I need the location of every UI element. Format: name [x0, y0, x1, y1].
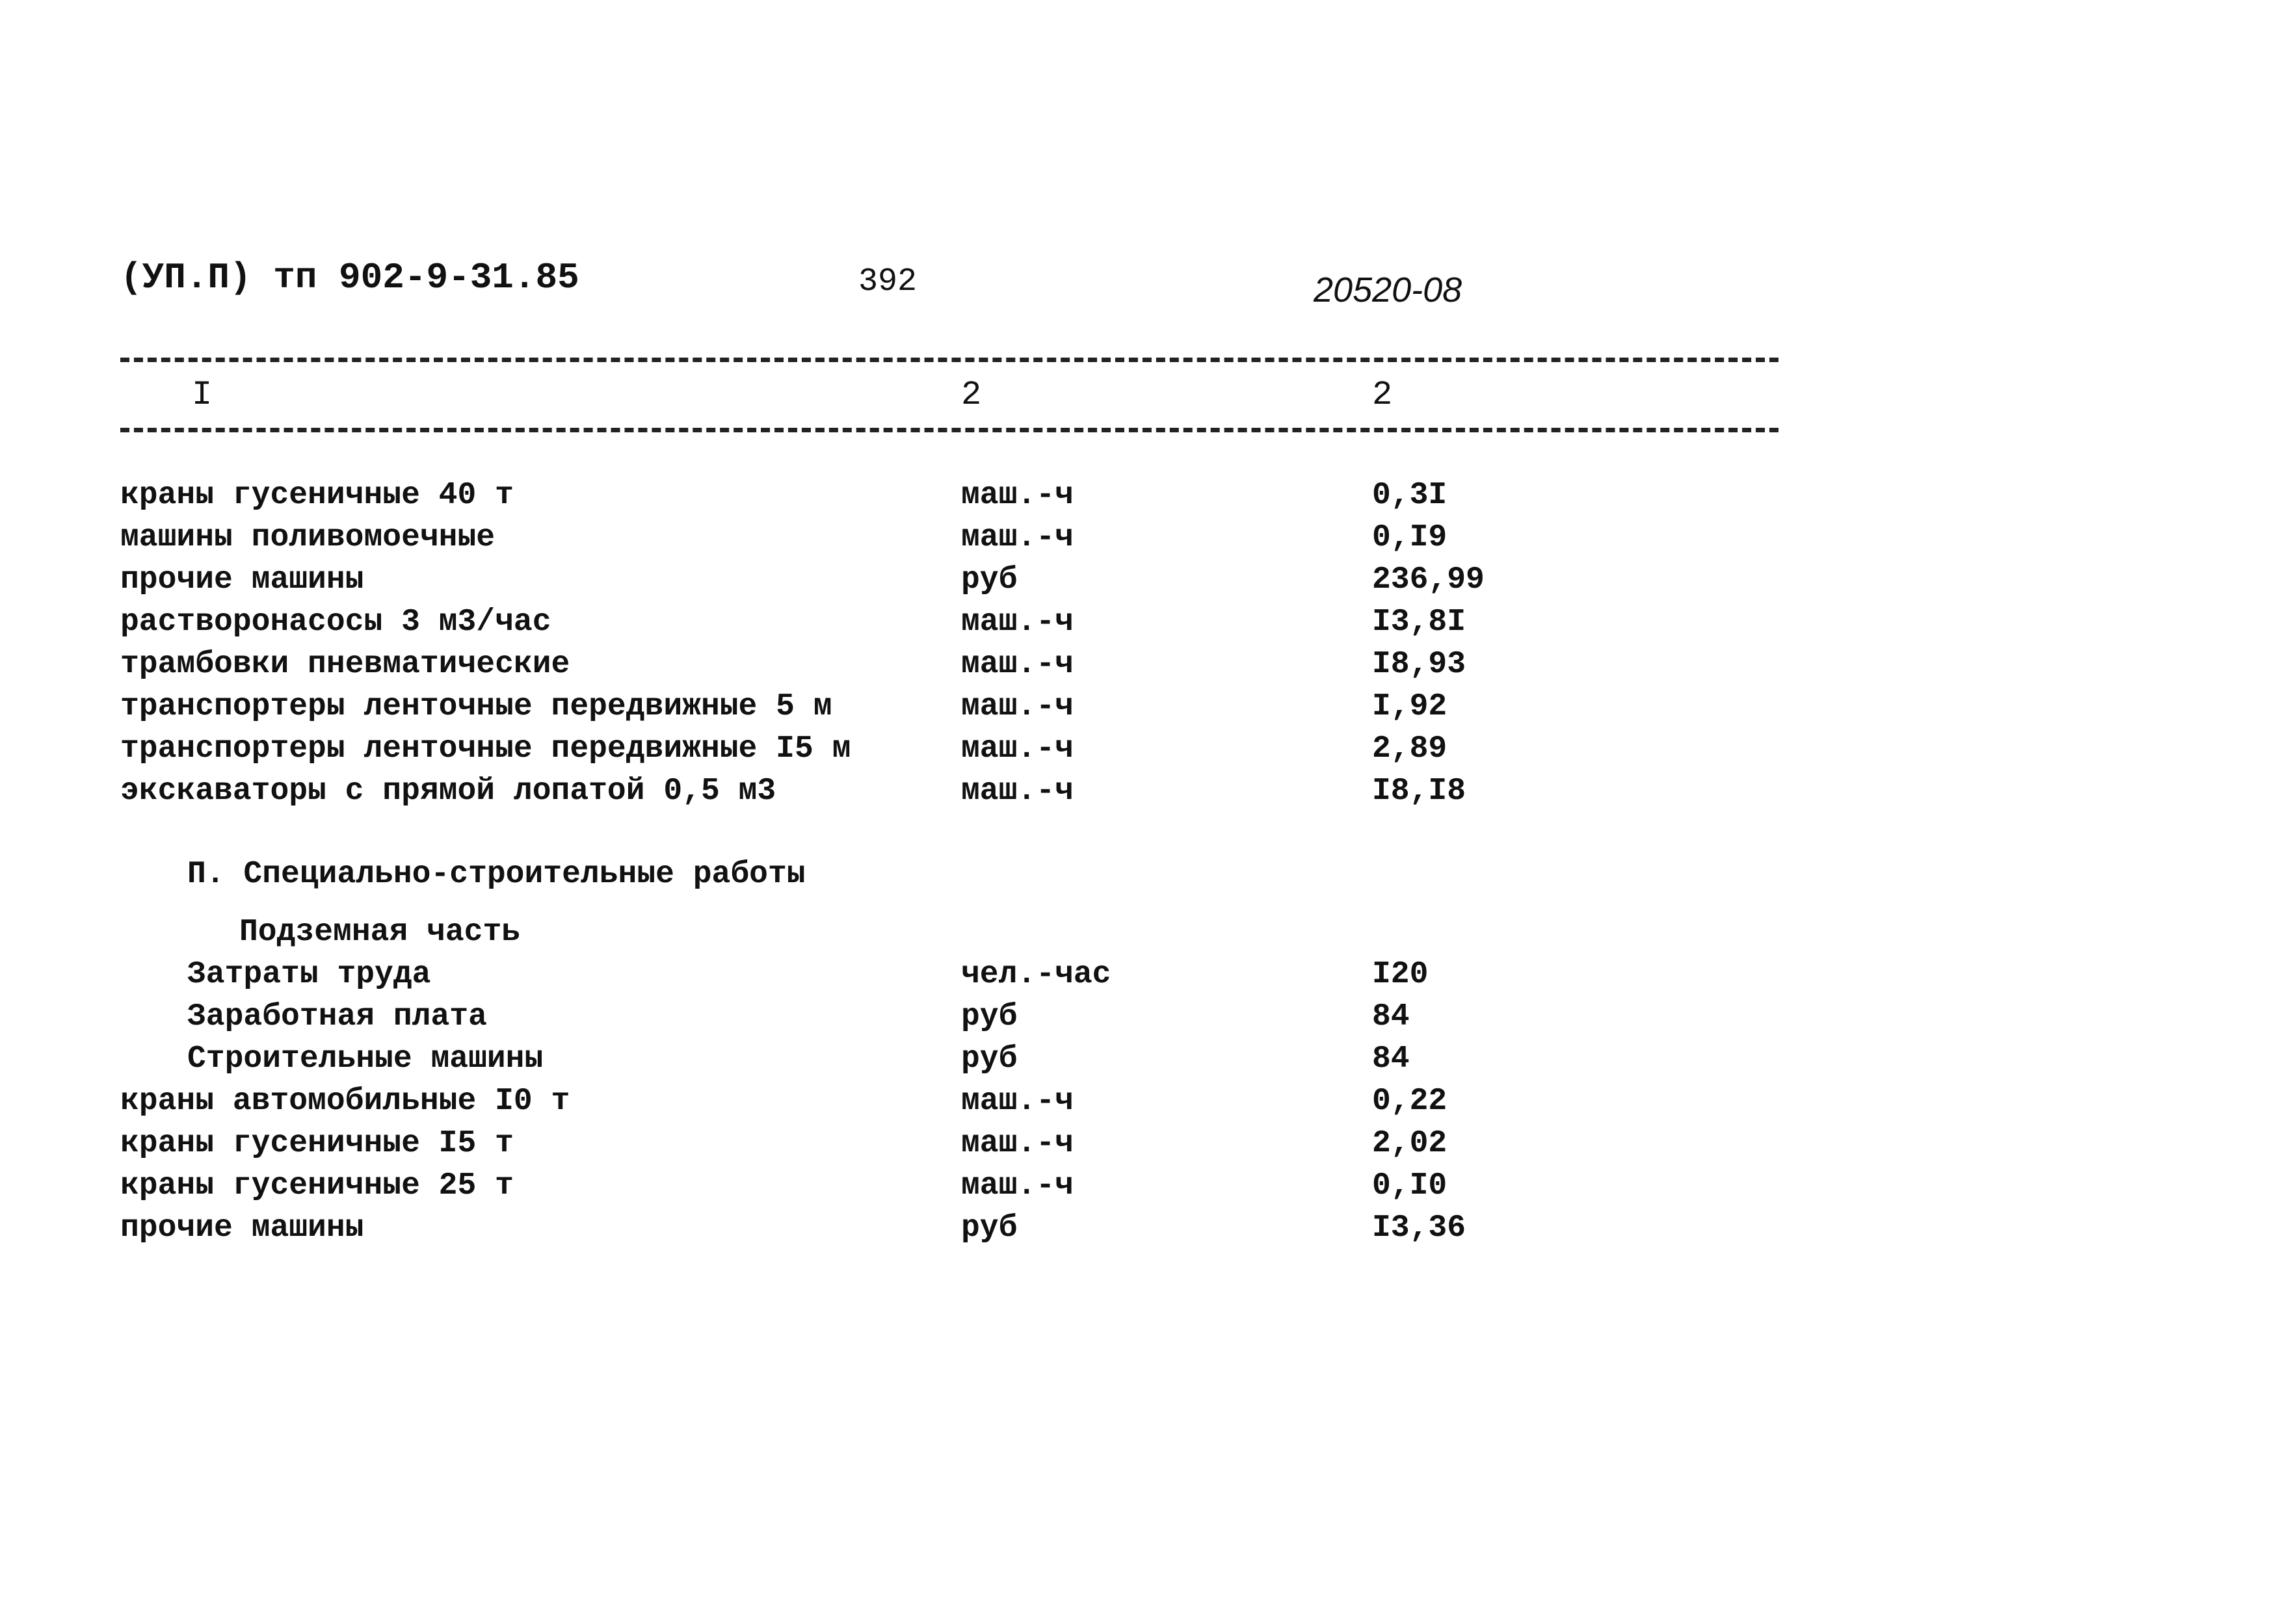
column-header-1: I	[192, 376, 213, 414]
row-name: прочие машины	[120, 1211, 364, 1246]
row-value: I8,93	[1372, 647, 1466, 682]
document-code: (УП.П) тп 902-9-31.85	[120, 257, 579, 298]
table-row	[0, 644, 2287, 686]
row-name: экскаваторы с прямой лопатой 0,5 м3	[120, 774, 776, 809]
row-value: I,92	[1372, 689, 1448, 724]
row-unit: маш.-ч	[961, 731, 1074, 766]
row-unit: руб	[961, 1211, 1018, 1246]
row-value: 84	[1372, 1041, 1410, 1077]
row-name: краны гусеничные 25 т	[120, 1168, 514, 1203]
row-value: I20	[1372, 957, 1429, 992]
dashed-divider-top	[120, 358, 1778, 362]
column-header-3: 2	[1372, 376, 1393, 414]
row-name: транспортеры ленточные передвижные 5 м	[120, 689, 832, 724]
row-value: 0,3I	[1372, 478, 1448, 513]
row-name: Затраты труда	[187, 957, 431, 992]
dashed-divider-bottom	[120, 428, 1778, 432]
row-value: I3,8I	[1372, 605, 1466, 640]
table-row	[0, 559, 2287, 601]
section2-table	[0, 911, 2287, 1250]
table-row	[0, 601, 2287, 644]
row-unit: маш.-ч	[961, 478, 1074, 513]
row-value: 2,89	[1372, 731, 1448, 766]
row-unit: руб	[961, 1041, 1018, 1077]
subsection-title-row	[0, 911, 2287, 954]
table-row	[0, 770, 2287, 813]
row-unit: маш.-ч	[961, 1084, 1074, 1119]
row-value: 0,I0	[1372, 1168, 1448, 1203]
table-row	[0, 1080, 2287, 1123]
table-row	[0, 517, 2287, 559]
table-row	[0, 954, 2287, 996]
table-row	[0, 475, 2287, 517]
row-value: 0,I9	[1372, 520, 1448, 555]
row-unit: маш.-ч	[961, 605, 1074, 640]
row-value: 84	[1372, 999, 1410, 1034]
row-unit: маш.-ч	[961, 689, 1074, 724]
row-name: трамбовки пневматические	[120, 647, 570, 682]
table-row	[0, 996, 2287, 1038]
archive-stamp: 20520-08	[1314, 270, 1462, 309]
row-value: 2,02	[1372, 1126, 1448, 1161]
row-unit: чел.-час	[961, 957, 1111, 992]
row-unit: маш.-ч	[961, 520, 1074, 555]
section1-table	[0, 475, 2287, 813]
table-row	[0, 1207, 2287, 1250]
row-name: краны автомобильные I0 т	[120, 1084, 570, 1119]
row-name: растворонасосы 3 м3/час	[120, 605, 551, 640]
row-value: 236,99	[1372, 562, 1485, 597]
row-unit: маш.-ч	[961, 1168, 1074, 1203]
row-name: машины поливомоечные	[120, 520, 496, 555]
row-unit: маш.-ч	[961, 647, 1074, 682]
row-value: 0,22	[1372, 1084, 1448, 1119]
row-unit: маш.-ч	[961, 1126, 1074, 1161]
row-value: I8,I8	[1372, 774, 1466, 809]
row-unit: маш.-ч	[961, 774, 1074, 809]
row-name: Заработная плата	[187, 999, 487, 1034]
row-unit: руб	[961, 999, 1018, 1034]
row-name: прочие машины	[120, 562, 364, 597]
row-unit: руб	[961, 562, 1018, 597]
row-name: краны гусеничные I5 т	[120, 1126, 514, 1161]
table-row	[0, 1123, 2287, 1165]
table-row	[0, 728, 2287, 770]
column-header-2: 2	[961, 376, 982, 414]
table-row	[0, 1165, 2287, 1207]
row-name: транспортеры ленточные передвижные I5 м	[120, 731, 851, 766]
table-row	[0, 686, 2287, 728]
row-name: краны гусеничные 40 т	[120, 478, 514, 513]
page-number: 392	[858, 263, 918, 300]
row-value: I3,36	[1372, 1211, 1466, 1246]
table-row	[0, 1038, 2287, 1080]
section-title: П. Специально-строительные работы	[187, 857, 806, 892]
subsection-title: Подземная часть	[239, 915, 521, 950]
row-name: Строительные машины	[187, 1041, 544, 1077]
